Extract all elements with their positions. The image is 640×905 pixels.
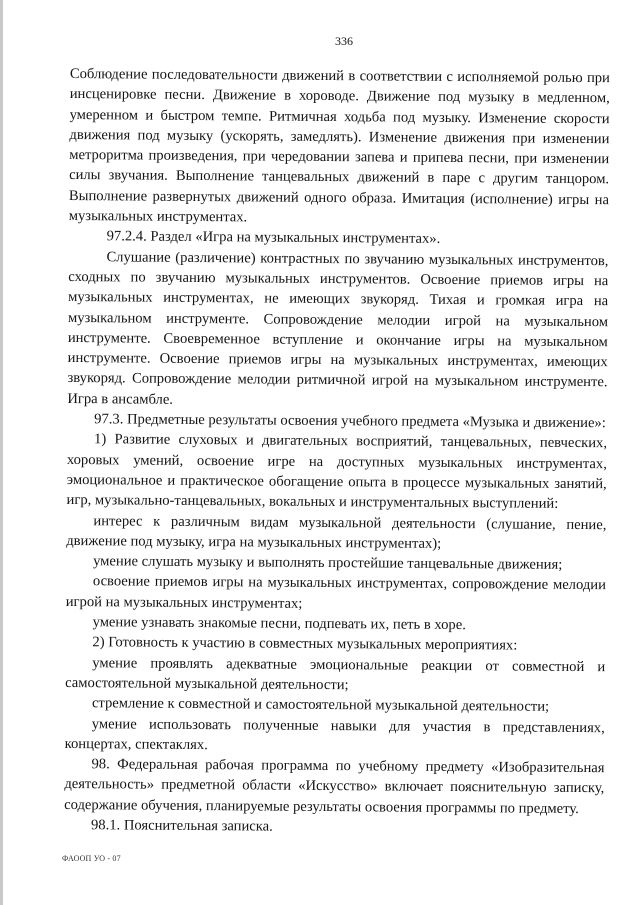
list-item-play: освоение приемов игры на музыкальных инструментах, сопровождение мелодии игрой на музыкальных инструментах; [65,573,606,612]
body-text [64,64,610,839]
list-item-interest: интерес к различным видам музыкальной деятельности (слушание, пение, движение под музыку, игра на музыкальных инструментах); [66,512,607,552]
list-item-skills: умение использовать полученные навыки для участия в представлениях, концертах, спектаклях. [64,715,605,753]
section-heading-results: 97.3. Предметные результаты освоения учебного предмета «Музыка и движение»: [94,411,606,432]
paragraph-program-98: 98. Федеральная рабочая программа по учебному предмету «Изобразительная деятельность» предметной области «Искусство» включает пояснительную записку, содержание обучения, планируемые результаты освоения программы по предмету. [64,756,605,817]
list-item-listen: умение слушать музыку и выполнять простейшие танцевальные движения; [93,553,563,574]
list-item-reactions: умение проявлять адекватные эмоциональные реакции от совместной и самостоятельной музыкальной деятельности; [65,654,606,694]
section-heading-instruments: 97.2.4. Раздел «Игра на музыкальных инструментах». [106,228,441,248]
paragraph-movement-content: Соблюдение последовательности движений в соответствии с исполняемой ролью при инсценировке песни. Движение в хороводе. Движение под музыку в медленном, умеренном и быстром темпе. Ритмичная ходьба под музыку. Изменение скорости движения под музыку (ускорять, замедлять). Изменение движения при изменении метроритма произведения, при чередовании запева и припева песни, при изменении силы звучания. Выполнение танцевальных движений в паре с другим танцором. Выполнение развернутых движений одного образа. Имитация (исполнение) игры на музыкальных инструментах. [68,65,610,226]
paragraph-instruments-content: Слушание (различение) контрастных по звучанию музыкальных инструментов, сходных по звучанию музыкальных инструментов. Освоение приемов игры на музыкальных инструментах, не имеющих звукоряд. Тихая и громкая игра на музыкальном инструменте. Сопровождение мелодии игрой на музыкальном инструменте. Своевременное вступление и окончание игры на музыкальном инструменте. Освоение приемов игры на музыкальных инструментах, имеющих звукоряд. Сопровождение мелодии ритмичной игрой на музыкальном инструменте. Игра в ансамбле. [67,248,609,408]
paragraph-result-2: 2) Готовность к участию в совместных музыкальных мероприятиях: [92,634,518,654]
footer-code: ФАООП УО - 07 [62,854,121,863]
section-heading-explanatory-note: 98.1. Пояснительная записка. [90,817,273,835]
list-item-aspiration: стремление к совместной и самостоятельной музыкальной деятельности; [91,695,550,715]
list-item-songs: умение узнавать знакомые песни, подпевать их, петь в хоре. [92,614,466,634]
paragraph-result-1: 1) Развитие слуховых и двигательных восприятий, танцевальных, певческих, хоровых умений, освоение игре на доступных музыкальных инструментах, эмоциональное и практическое обогащение опыта в процессе музыкальных занятий, игр, музыкально-танцевальных, вокальных и инструментальных выступлений: [66,431,608,513]
page-number: 336 [335,34,353,48]
